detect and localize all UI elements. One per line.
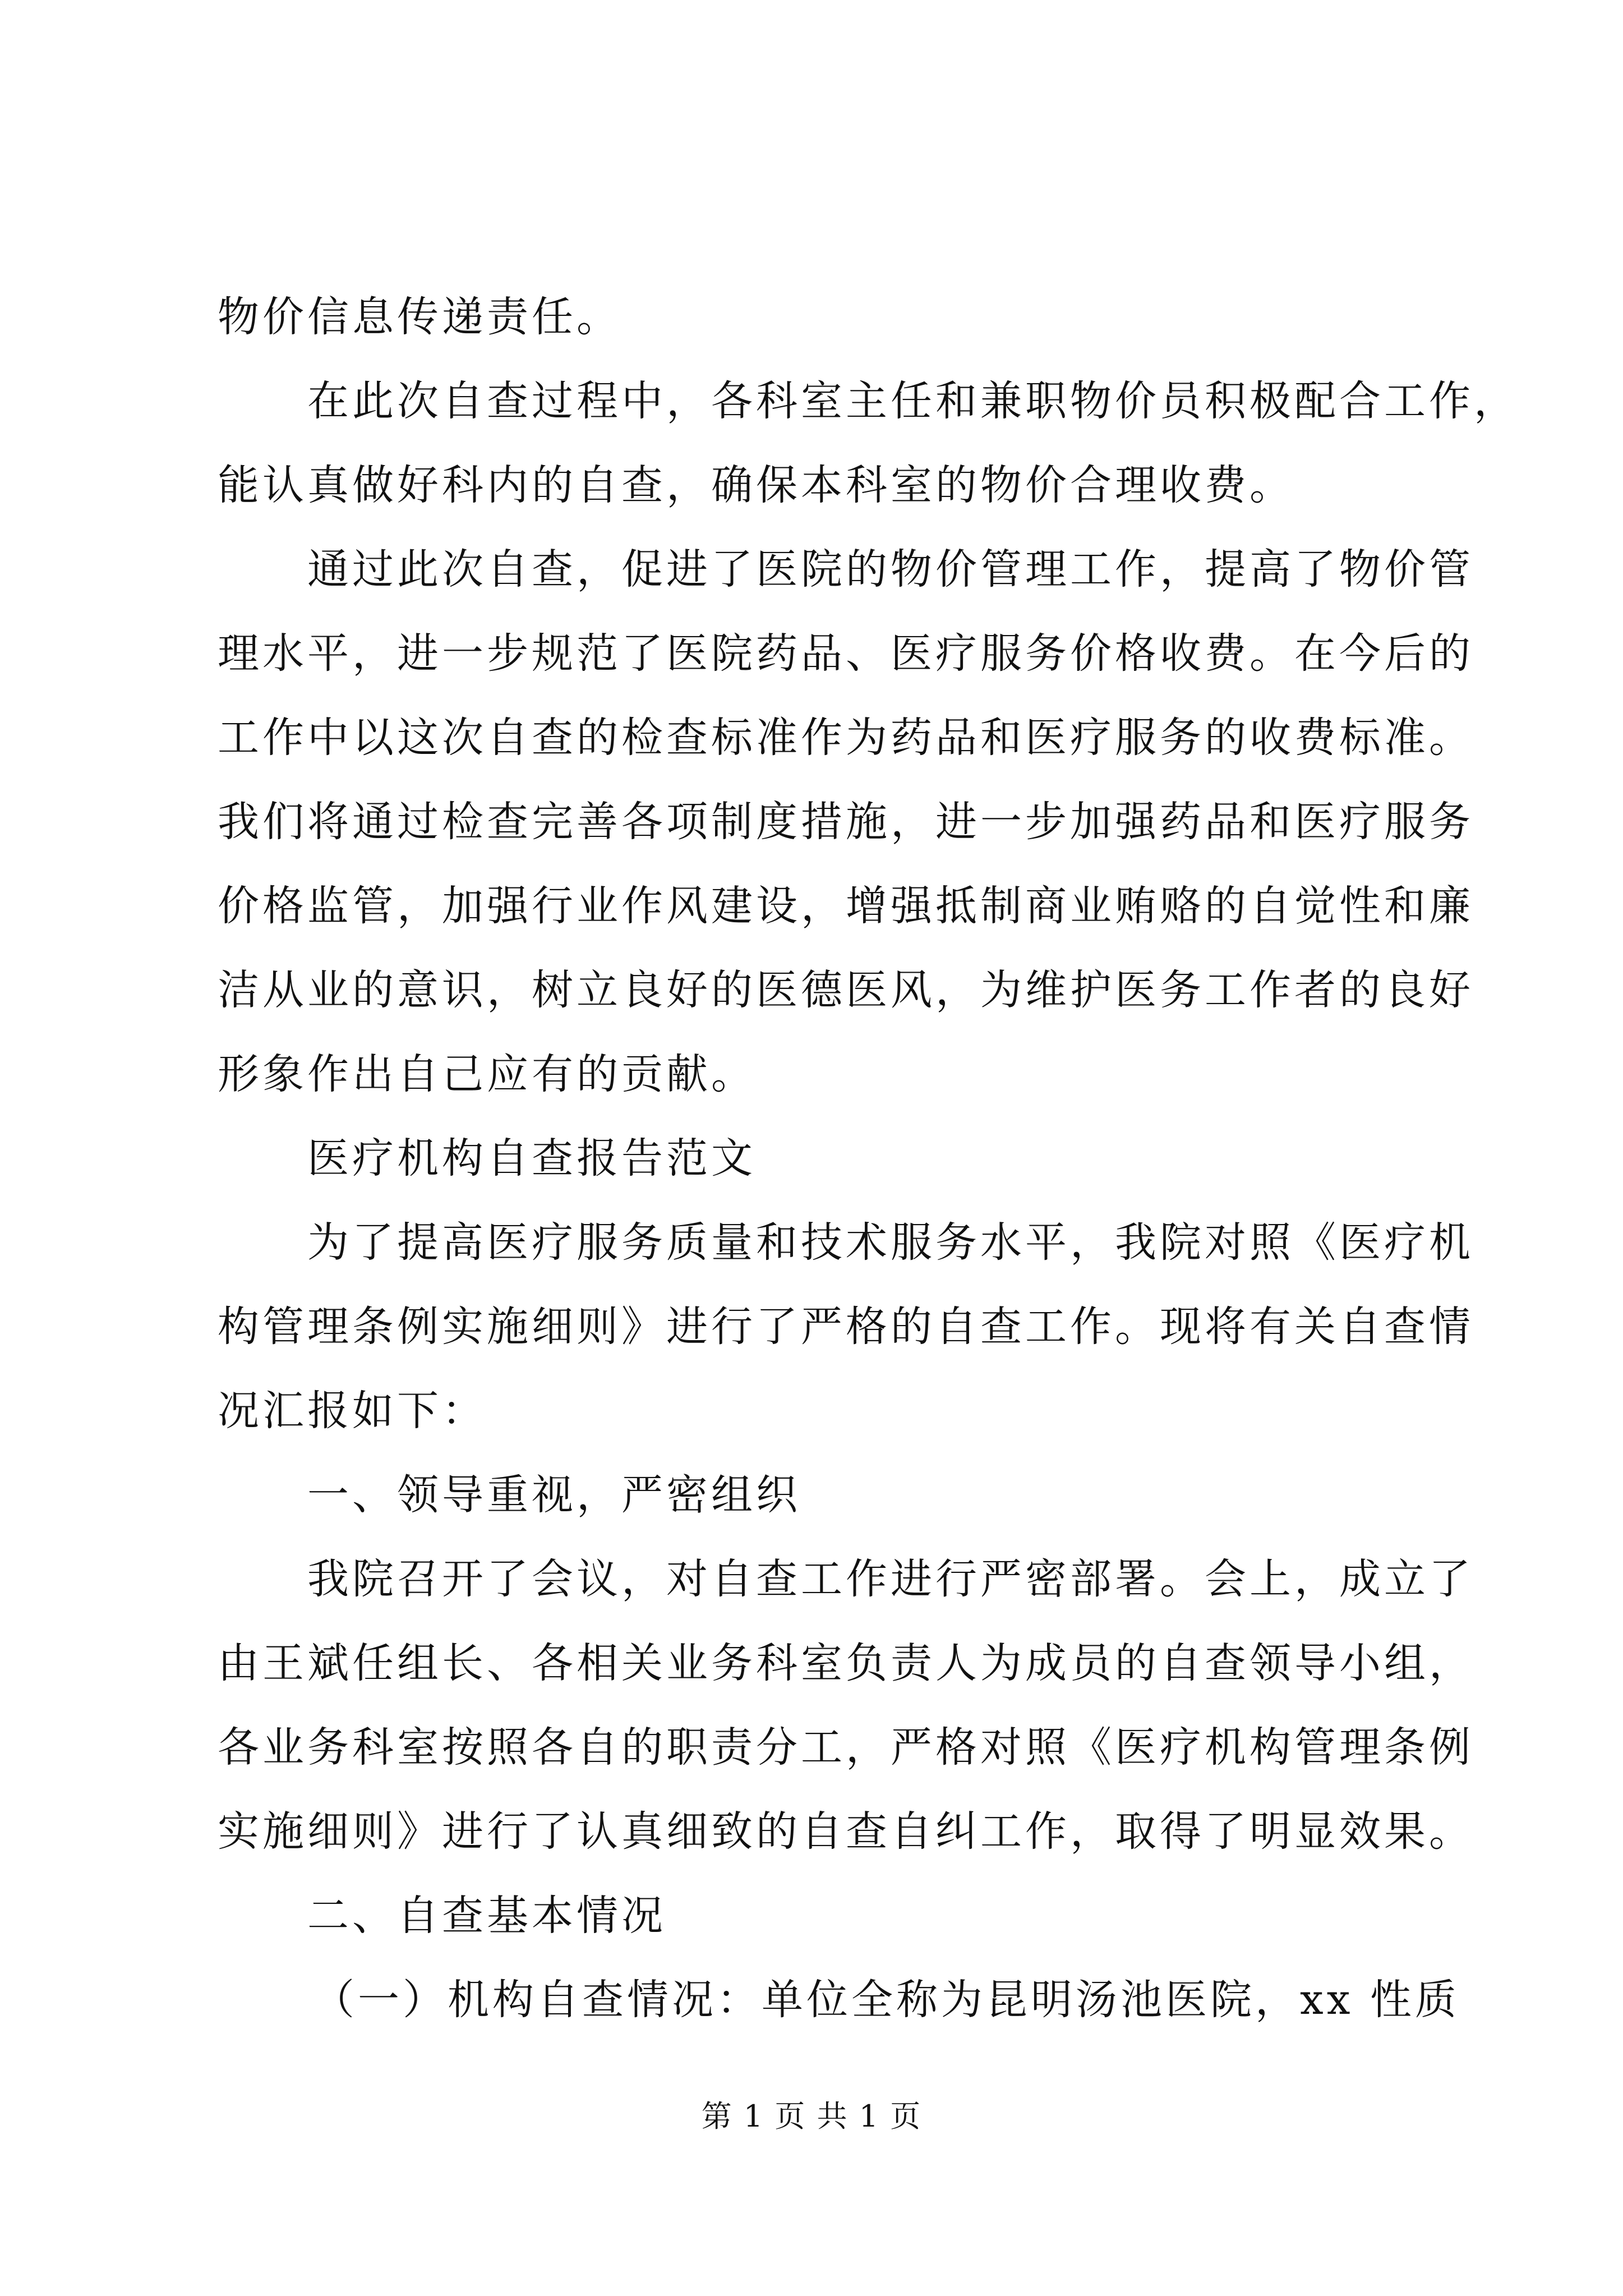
subheading-one: 一、领导重视，严密组织: [307, 1471, 801, 1519]
text-line-14: 况汇报如下：: [218, 1387, 487, 1435]
text-line-6: 工作中以这次自查的检查标准作为药品和医疗服务的收费标准。: [218, 714, 1474, 762]
text-line-13: 构管理条例实施细则》进行了严格的自查工作。现将有关自查情: [218, 1303, 1474, 1351]
text-line-10: 形象作出自己应有的贡献。: [218, 1050, 756, 1098]
text-line-5: 理水平，进一步规范了医院药品、医疗服务价格收费。在今后的: [218, 629, 1474, 678]
text-line-21: （一）机构自查情况：单位全称为昆明汤池医院，xx 性质: [313, 1976, 1460, 2024]
text-line-9: 洁从业的意识，树立良好的医德医风，为维护医务工作者的良好: [218, 966, 1474, 1014]
text-line-17: 由王斌任组长、各相关业务科室负责人为成员的自查领导小组，: [218, 1639, 1474, 1687]
text-line-19: 实施细则》进行了认真细致的自查自纠工作，取得了明显效果。: [218, 1807, 1474, 1856]
page-footer: 第 1 页 共 1 页: [701, 2099, 922, 2134]
subheading-two: 二、自查基本情况: [307, 1892, 666, 1940]
text-line-16: 我院召开了会议，对自查工作进行严密部署。会上，成立了: [307, 1555, 1474, 1603]
text-line-2: 在此次自查过程中，各科室主任和兼职物价员积极配合工作，: [307, 377, 1519, 425]
text-line-1: 物价信息传递责任。: [218, 293, 621, 341]
text-line-4: 通过此次自查，促进了医院的物价管理工作，提高了物价管: [307, 545, 1474, 593]
text-line-3: 能认真做好科内的自查，确保本科室的物价合理收费。: [218, 461, 1294, 509]
text-line-8: 价格监管，加强行业作风建设，增强抵制商业贿赂的自觉性和廉: [218, 882, 1474, 930]
text-line-18: 各业务科室按照各自的职责分工，严格对照《医疗机构管理条例: [218, 1723, 1474, 1772]
text-line-12: 为了提高医疗服务质量和技术服务水平，我院对照《医疗机: [307, 1218, 1474, 1267]
section-heading: 医疗机构自查报告范文: [307, 1134, 756, 1182]
text-line-7: 我们将通过检查完善各项制度措施，进一步加强药品和医疗服务: [218, 798, 1474, 846]
